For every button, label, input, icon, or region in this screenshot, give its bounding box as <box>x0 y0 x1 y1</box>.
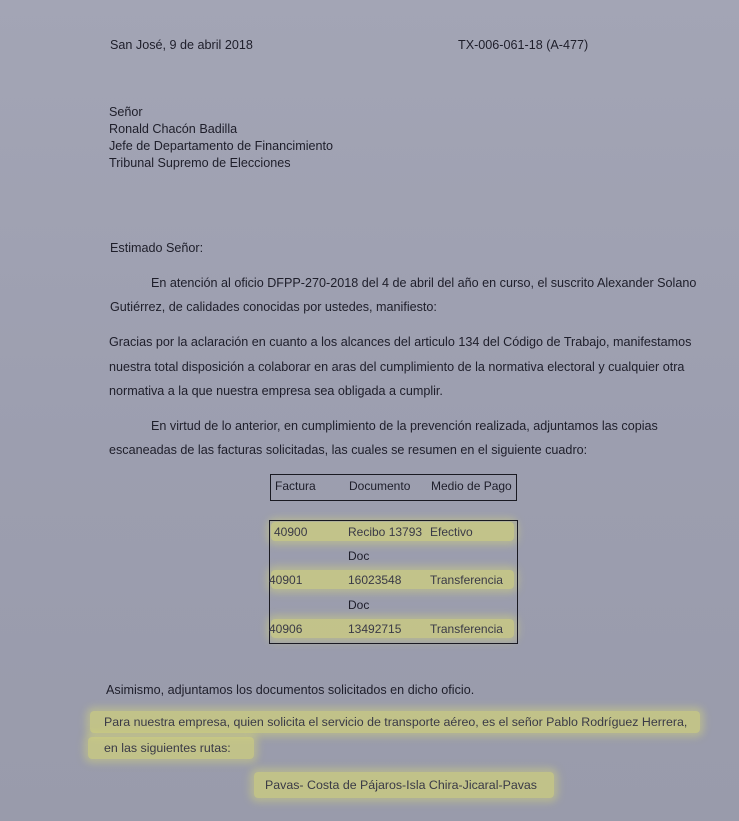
recipient-line: Señor <box>109 105 143 119</box>
invoice-table <box>269 520 518 644</box>
table-header <box>270 474 517 501</box>
table-header-cell: Medio de Pago <box>431 479 512 493</box>
table-cell-documento: Doc <box>348 549 370 563</box>
reference-number: TX-006-061-18 (A-477) <box>458 38 589 52</box>
table-header-cell: Factura <box>275 479 316 493</box>
paragraph-3-line-2: escaneadas de las facturas solicitadas, las cuales se resumen en el siguiente cuadro: <box>109 443 588 457</box>
recipient-name: Ronald Chacón Badilla <box>109 122 238 136</box>
table-cell-factura: 40900 <box>274 525 308 539</box>
table-cell-documento: 13492715 <box>348 622 402 636</box>
paragraph-3-line-1: En virtud de lo anterior, en cumplimiento de la prevención realizada, adjuntamos las copias <box>151 419 658 433</box>
table-cell-documento: 16023548 <box>348 573 402 587</box>
paragraph-1-line-2: Gutiérrez, de calidades conocidas por ustedes, manifiesto: <box>110 300 437 314</box>
table-cell-medio: Transferencia <box>430 622 503 636</box>
table-cell-documento: Recibo 13793 <box>348 525 423 539</box>
table-cell-documento: Doc <box>348 598 370 612</box>
paragraph-2-line-3: normativa a la que nuestra empresa sea obligada a cumplir. <box>109 384 443 398</box>
salutation: Estimado Señor: <box>110 241 204 255</box>
paragraph-1-line-1: En atención al oficio DFPP-270-2018 del 4 de abril del año en curso, el suscrito Alexander Solano <box>151 276 697 290</box>
paragraph-5-line-1: Para nuestra empresa, quien solicita el servicio de transporte aéreo, es el señor Pablo Rodríguez Herrera, <box>104 715 688 729</box>
route-line: Pavas- Costa de Pájaros-Isla Chira-Jicaral-Pavas <box>265 778 538 792</box>
table-header-cell: Documento <box>349 479 411 493</box>
recipient-organization: Tribunal Supremo de Elecciones <box>109 156 291 170</box>
recipient-title: Jefe de Departamento de Financimiento <box>109 139 334 153</box>
paragraph-2-line-1: Gracias por la aclaración en cuanto a los alcances del articulo 134 del Código de Trabajo, manifestamos <box>109 335 692 349</box>
paragraph-5-line-2: en las siguientes rutas: <box>104 741 231 755</box>
paragraph-4: Asimismo, adjuntamos los documentos solicitados en dicho oficio. <box>106 683 475 697</box>
table-cell-medio: Transferencia <box>430 573 503 587</box>
table-cell-medio: Efectivo <box>430 525 473 539</box>
paragraph-2-line-2: nuestra total disposición a colaborar en aras del cumplimiento de la normativa electoral y cualquier otra <box>109 360 685 374</box>
place-date: San José, 9 de abril 2018 <box>110 38 253 52</box>
table-cell-factura: 40906 <box>269 622 303 636</box>
table-cell-factura: 40901 <box>269 573 303 587</box>
